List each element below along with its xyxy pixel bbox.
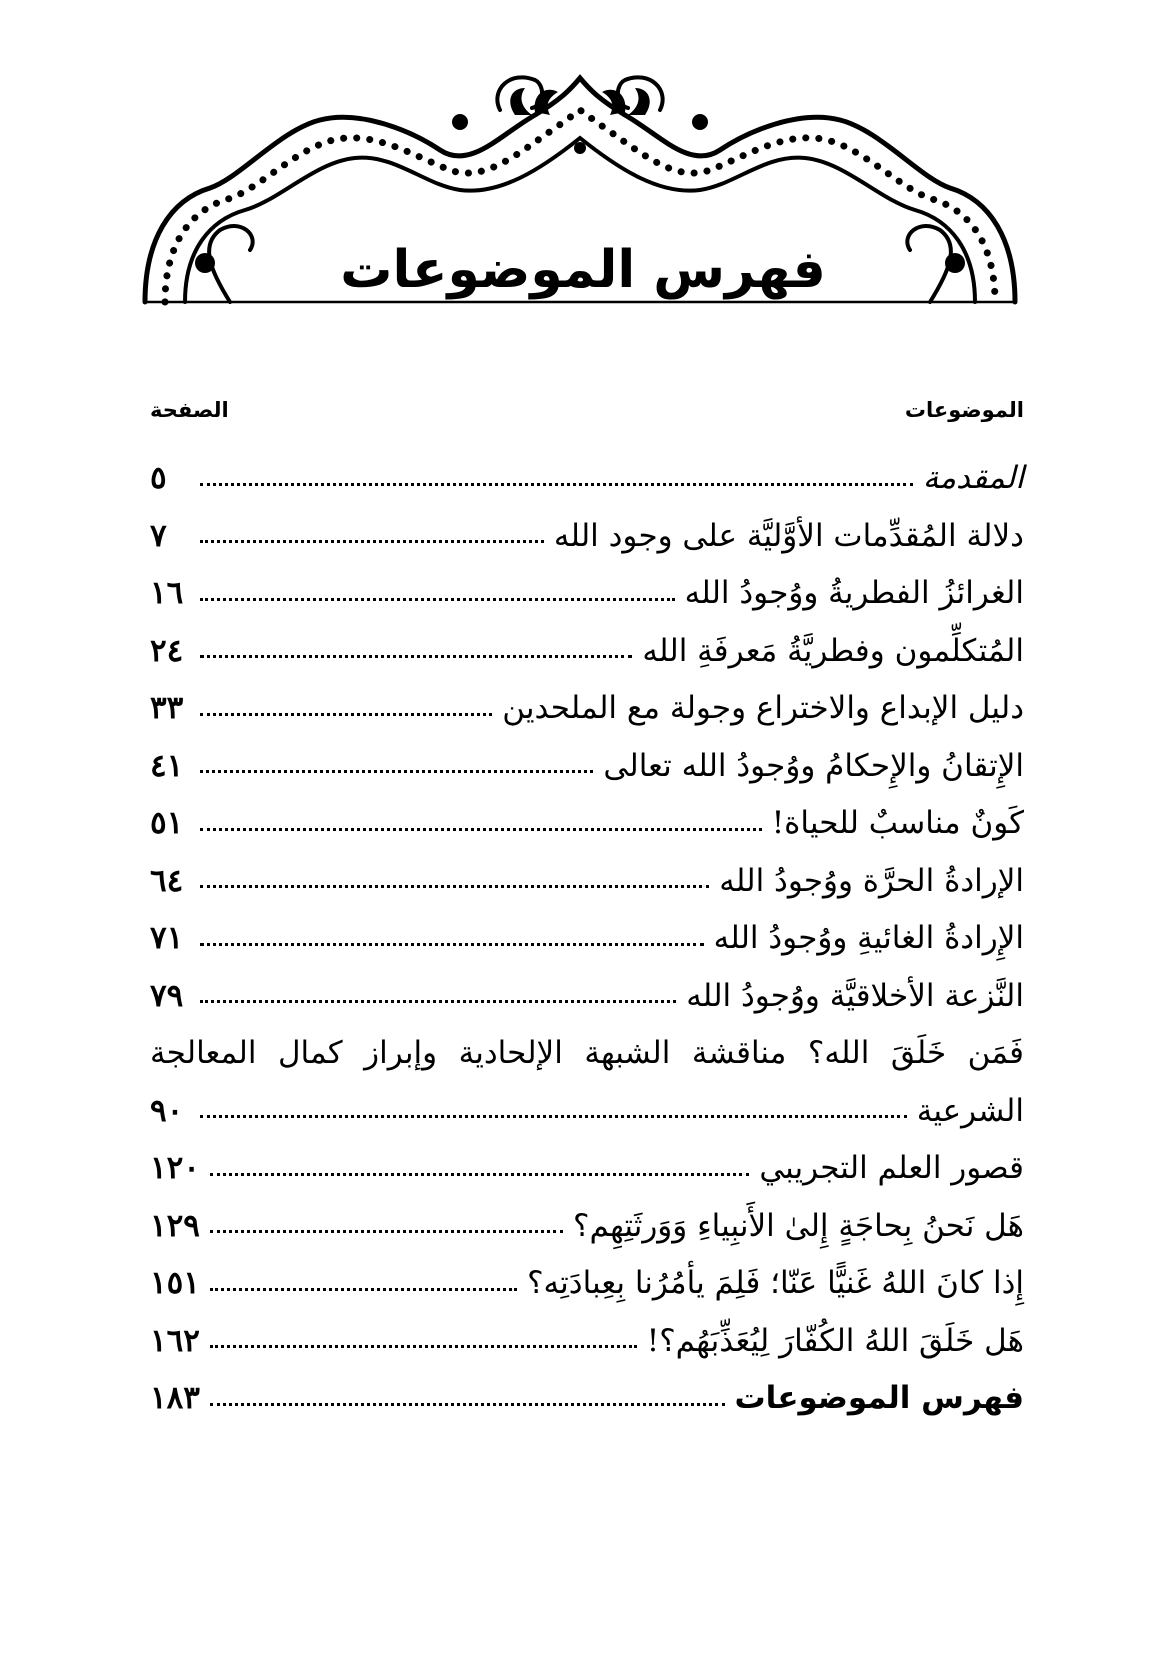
toc-entry-page: ٤١ [150, 747, 184, 784]
toc-entry-title: المقدمة [922, 460, 1024, 497]
dot-leader [200, 942, 704, 946]
toc-entry-title: هَل خَلَقَ اللهُ الكُفّارَ لِيُعَذِّبَهُم؟! [646, 1322, 1024, 1359]
toc-entry-title: دليل الإبداع والاختراع وجولة مع الملحدين [502, 690, 1024, 727]
toc-entry-title: المُتكلِّمون وفطريَّةُ مَعرفَةِ الله [642, 632, 1024, 669]
toc-entry-page: ٩٠ [150, 1092, 184, 1129]
dot-leader [210, 1344, 637, 1348]
toc-entry-page: ١٢٩ [150, 1207, 200, 1244]
page-title: فهرس الموضوعات [340, 240, 826, 300]
toc-entry[interactable] [150, 1130, 1024, 1188]
toc-entry-page: ٢٤ [150, 632, 184, 669]
toc-entry-page: ٧١ [150, 920, 184, 957]
toc-entry-page: ٦٤ [150, 862, 184, 899]
toc-entry[interactable] [150, 613, 1024, 671]
toc-entry-title: قصور العلم التجريبي [759, 1150, 1024, 1187]
toc-entry-page: ١٢٠ [150, 1150, 200, 1187]
toc-entry-title: النَّزعة الأخلاقيَّة ووُجودُ الله [686, 977, 1024, 1014]
toc-entry[interactable] [150, 440, 1024, 498]
toc-entry-page: ٥ [150, 460, 167, 497]
toc-entry-title: الإِرادةُ الغائيةِ ووُجودُ الله [713, 920, 1024, 957]
toc-entry-title: هَل نَحنُ بِحاجَةٍ إِلىٰ الأَنبِياءِ وَوَرثَتِهِم؟ [572, 1207, 1024, 1244]
dot-leader [200, 539, 544, 543]
toc-entry-title: كَونٌ مناسبٌ للحياة! [771, 805, 1024, 842]
toc-entry[interactable] [150, 1245, 1024, 1303]
toc-entry-title: الغرائزُ الفطريةُ ووُجودُ الله [684, 575, 1024, 612]
toc-entry-page: ٥١ [150, 805, 184, 842]
toc-entry[interactable] [150, 1303, 1024, 1361]
toc-entry[interactable] [150, 1188, 1024, 1246]
toc-entry[interactable] [150, 900, 1024, 958]
dot-leader [210, 1402, 725, 1406]
dot-leader [200, 482, 913, 486]
dot-leader [200, 597, 675, 601]
toc-entry-title: إِذا كانَ اللهُ غَنيًّا عَنّا؛ فَلِمَ يأمُرُنا بِعِبادَتِه؟ [527, 1265, 1024, 1302]
dot-leader [200, 654, 632, 658]
toc-entry[interactable] [150, 555, 1024, 613]
toc-column-headers [150, 398, 1024, 438]
toc-entry-title: الإرادةُ الحرَّة ووُجودُ الله [719, 862, 1024, 899]
toc-entry-page: ١٦٢ [150, 1322, 200, 1359]
toc-entry[interactable] [150, 670, 1024, 728]
toc-entry-page: ٣٣ [150, 690, 184, 727]
dot-leader [210, 1229, 563, 1233]
dot-leader [200, 884, 709, 888]
toc-entry-page: ٧٩ [150, 977, 184, 1014]
table-of-contents [150, 440, 1024, 1418]
toc-entry[interactable] [150, 843, 1024, 901]
dot-leader [200, 769, 593, 773]
page-column-header: الصفحة [150, 398, 229, 422]
dot-leader [210, 1287, 517, 1291]
dot-leader [210, 1172, 749, 1176]
toc-entry-title: فهرس الموضوعات [734, 1380, 1024, 1417]
toc-entry[interactable] [150, 498, 1024, 556]
dot-leader [200, 1114, 907, 1118]
toc-entry-title-continued: الشرعية [916, 1092, 1024, 1129]
toc-entry[interactable] [150, 728, 1024, 786]
toc-entry-page: ١٥١ [150, 1265, 200, 1302]
toc-entry-title: فَمَن خَلَقَ الله؟ مناقشة الشبهة الإلحادية وإبراز كمال المعالجة [150, 1035, 1024, 1072]
toc-entry-page: ٧ [150, 517, 167, 554]
dot-leader [200, 712, 492, 716]
toc-entry-page: ١٦ [150, 575, 184, 612]
dot-leader [200, 827, 762, 831]
toc-entry-title: دلالة المُقدِّمات الأوَّليَّة على وجود الله [553, 517, 1024, 554]
toc-entry[interactable] [150, 1073, 1024, 1131]
toc-entry[interactable] [150, 785, 1024, 843]
toc-entry[interactable] [150, 958, 1024, 1016]
topics-column-header: الموضوعات [904, 398, 1024, 422]
dot-leader [200, 999, 676, 1003]
toc-entry-title: الإِتقانُ والإِحكامُ ووُجودُ الله تعالى [603, 747, 1024, 784]
toc-entry[interactable] [150, 1360, 1024, 1418]
toc-entry-page: ١٨٣ [150, 1380, 200, 1417]
toc-entry-line1[interactable] [150, 1015, 1024, 1073]
